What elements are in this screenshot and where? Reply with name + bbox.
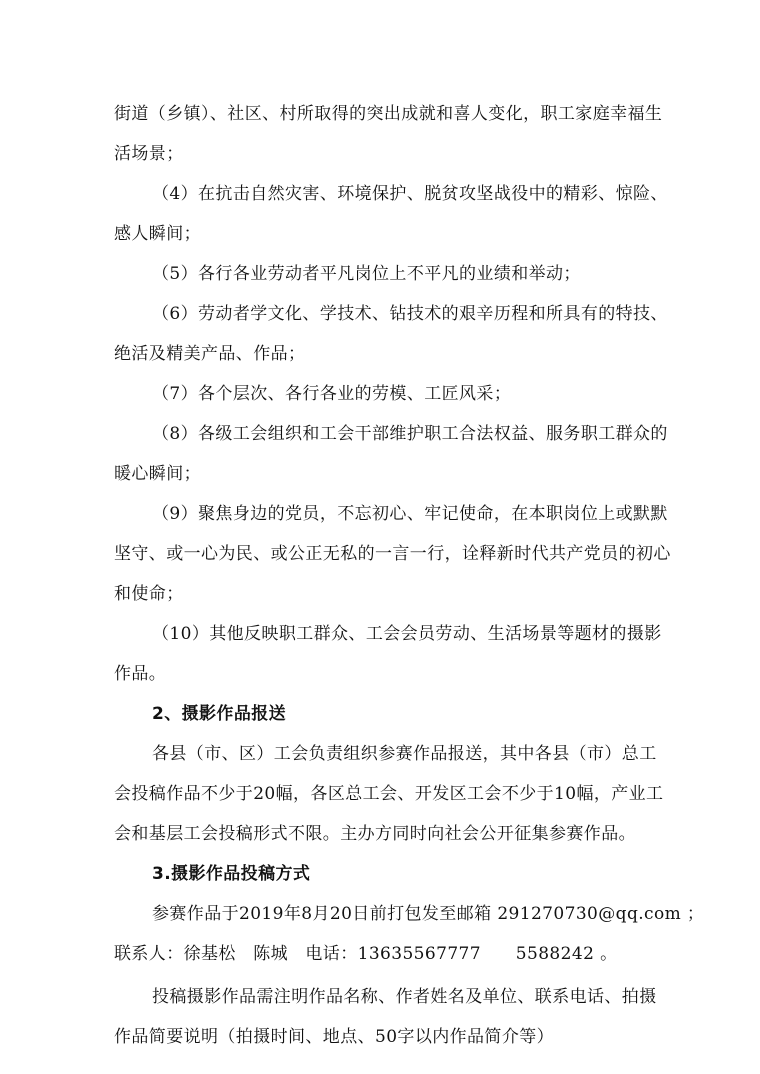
text-line: 作品。: [114, 664, 167, 684]
paragraph-line: 参赛作品于2019年8月20日前打包发至邮箱 291270730@qq.com ；: [152, 904, 705, 924]
section-heading-2: 2、摄影作品报送: [152, 704, 287, 724]
contact-line: 联系人：徐基松 陈城 电话：13635567777 5588242 。: [114, 944, 618, 964]
list-item-7: （7）各个层次、各行各业的劳模、工匠风采；: [152, 384, 512, 404]
list-item-10: （10）其他反映职工群众、工会会员劳动、生活场景等题材的摄影: [152, 624, 662, 644]
paragraph-line: 投稿摄影作品需注明作品名称、作者姓名及单位、联系电话、拍摄: [152, 987, 657, 1007]
text-line: 感人瞬间；: [114, 224, 201, 244]
paragraph-line: 作品简要说明（拍摄时间、地点、50字以内作品简介等）: [114, 1027, 555, 1047]
text-line: 和使命；: [114, 584, 184, 604]
paragraph-line: 会投稿作品不少于20幅，各区总工会、开发区工会不少于10幅，产业工: [114, 784, 664, 804]
list-item-8: （8）各级工会组织和工会干部维护职工合法权益、服务职工群众的: [152, 424, 668, 444]
text-line: 暖心瞬间；: [114, 464, 201, 484]
list-item-6: （6）劳动者学文化、学技术、钻技术的艰辛历程和所具有的特技、: [152, 304, 668, 324]
list-item-9: （9）聚焦身边的党员，不忘初心、牢记使命，在本职岗位上或默默: [152, 504, 668, 524]
section-heading-3: 3.摄影作品投稿方式: [152, 864, 311, 884]
text-line: 绝活及精美产品、作品；: [114, 344, 306, 364]
text-line: 活场景；: [114, 144, 184, 164]
text-line: 坚守、或一心为民、或公正无私的一言一行，诠释新时代共产党员的初心: [114, 544, 671, 564]
text-line: 街道（乡镇）、社区、村所取得的突出成就和喜人变化，职工家庭幸福生: [114, 104, 663, 124]
paragraph-line: 各县（市、区）工会负责组织参赛作品报送，其中各县（市）总工: [152, 744, 657, 764]
list-item-5: （5）各行各业劳动者平凡岗位上不平凡的业绩和举动；: [152, 264, 581, 284]
list-item-4: （4）在抗击自然灾害、环境保护、脱贫攻坚战役中的精彩、惊险、: [152, 184, 668, 204]
paragraph-line: 会和基层工会投稿形式不限。主办方同时向社会公开征集参赛作品。: [114, 824, 636, 844]
